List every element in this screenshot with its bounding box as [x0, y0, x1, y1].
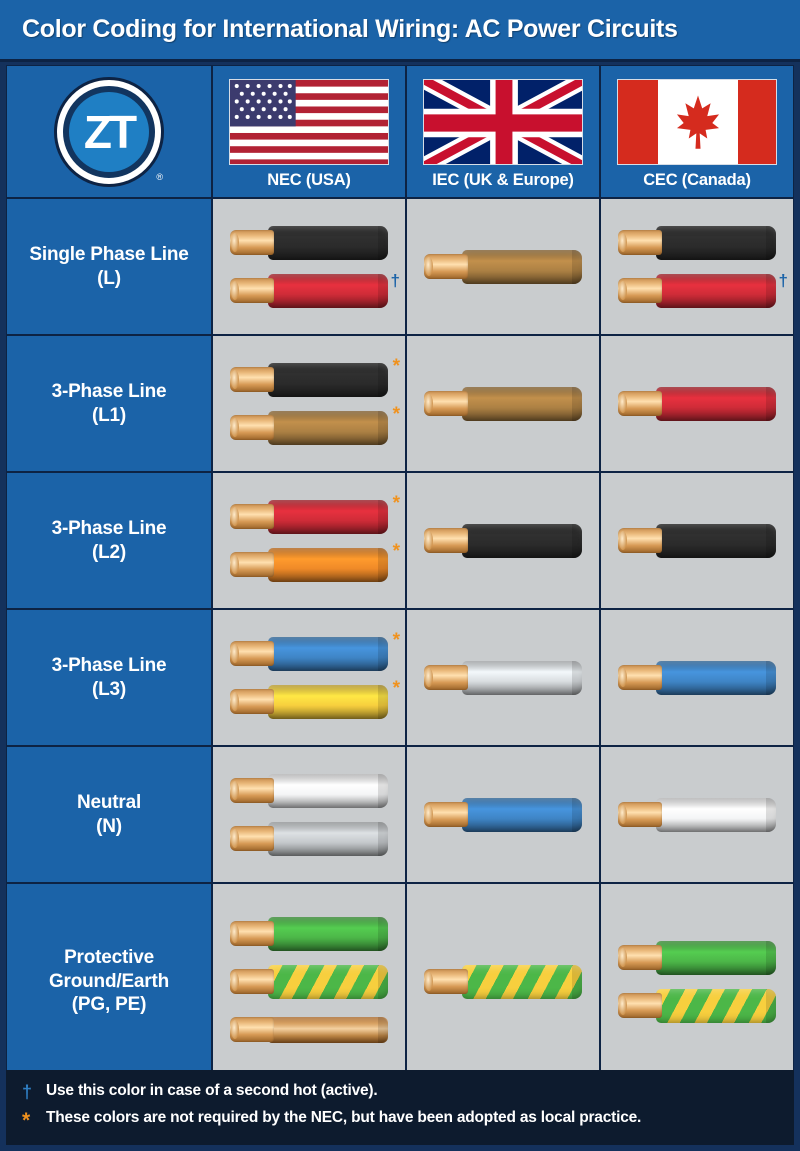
- copper-conductor: [230, 278, 274, 303]
- wire-cell-cec: [600, 335, 794, 472]
- dagger-marker: †: [778, 270, 788, 290]
- wire-black: [618, 524, 776, 558]
- logo-registered-mark: ®: [156, 171, 163, 182]
- table-header-row: [6, 65, 794, 198]
- dagger-marker: †: [390, 270, 400, 290]
- wire-jacket: [462, 798, 582, 832]
- wire-jacket: [268, 965, 388, 999]
- wire-jacket: [462, 387, 582, 421]
- wire-green-yellow-stripe: [230, 965, 388, 999]
- wire-brown: [230, 403, 400, 445]
- zt-logo: [57, 80, 161, 184]
- copper-conductor: [230, 1017, 274, 1042]
- row-label-line: 3-Phase Line: [51, 654, 167, 676]
- wire-jacket: [462, 250, 582, 284]
- wire-red: [618, 270, 788, 308]
- wire-jacket: [656, 798, 776, 832]
- copper-conductor: [230, 921, 274, 946]
- wire-jacket: [656, 387, 776, 421]
- copper-conductor: [230, 504, 274, 529]
- wiring-color-table: [6, 65, 794, 1080]
- wire-green: [618, 941, 776, 975]
- wire-brown: [424, 387, 582, 421]
- wire-cell-iec: [406, 883, 600, 1080]
- row-label-line: Protective: [64, 946, 154, 968]
- column-header-cec: [600, 65, 794, 198]
- copper-conductor: [618, 802, 662, 827]
- wire-cell-nec: [212, 472, 406, 609]
- wire-grey: [230, 822, 388, 856]
- copper-conductor: [230, 826, 274, 851]
- wire-jacket: [268, 822, 388, 856]
- wire-jacket: [462, 524, 582, 558]
- footnote-star-text: These colors are not required by the NEC, but have been adopted as local practice.: [46, 1109, 642, 1126]
- row-label-line: Ground/Earth: [48, 970, 170, 992]
- wire-black: [424, 524, 582, 558]
- wire-cell-iec: [406, 746, 600, 883]
- row-label-line: Neutral: [76, 791, 142, 813]
- row-label: [6, 609, 212, 746]
- row-label-line: 3-Phase Line: [51, 517, 167, 539]
- table-row: [6, 746, 794, 883]
- copper-conductor: [230, 415, 274, 440]
- wire-cell-iec: [406, 335, 600, 472]
- row-label-line: (L): [97, 267, 121, 289]
- wire-cell-cec: [600, 472, 794, 609]
- wire-orange: [230, 540, 400, 582]
- wire-brown: [424, 250, 582, 284]
- wire-jacket: [268, 917, 388, 951]
- row-label-line: 3-Phase Line: [51, 380, 167, 402]
- wire-yellow: [230, 677, 400, 719]
- wire-green-yellow-stripe: [618, 989, 776, 1023]
- wire-blue: [230, 629, 400, 671]
- wire-jacket: [268, 1017, 388, 1043]
- footnote-dagger-text: Use this color in case of a second hot (active).: [46, 1082, 378, 1099]
- copper-conductor: [230, 689, 274, 714]
- wire-blue: [618, 661, 776, 695]
- wire-cell-nec: [212, 198, 406, 335]
- wire-green-yellow-stripe: [424, 965, 582, 999]
- wire-jacket: [268, 637, 388, 671]
- row-label-line: (PG, PE): [71, 994, 147, 1016]
- copper-conductor: [618, 665, 662, 690]
- copper-conductor: [424, 802, 468, 827]
- logo-text: ZT: [83, 105, 135, 158]
- table-row: [6, 335, 794, 472]
- wire-cell-cec: [600, 883, 794, 1080]
- wire-jacket: [656, 226, 776, 260]
- wire-black: [618, 226, 776, 260]
- wire-jacket: [268, 500, 388, 534]
- copper-conductor: [230, 230, 274, 255]
- copper-conductor: [230, 367, 274, 392]
- copper-conductor: [618, 993, 662, 1018]
- copper-conductor: [424, 528, 468, 553]
- table-row: [6, 609, 794, 746]
- wire-cell-iec: [406, 472, 600, 609]
- copper-conductor: [230, 552, 274, 577]
- brand-logo-cell: [6, 65, 212, 198]
- star-marker: *: [392, 677, 400, 699]
- row-label: [6, 746, 212, 883]
- wire-jacket: [656, 661, 776, 695]
- row-label: [6, 198, 212, 335]
- wire-jacket: [462, 965, 582, 999]
- star-marker: *: [392, 629, 400, 651]
- usa-flag: [229, 79, 389, 165]
- table-body: [6, 198, 794, 1080]
- footnote-star: [22, 1109, 780, 1131]
- column-header-iec: [406, 65, 600, 198]
- row-label: [6, 472, 212, 609]
- star-symbol: *: [22, 1109, 31, 1132]
- wire-jacket: [268, 411, 388, 445]
- wire-red: [230, 492, 400, 534]
- wire-cell-nec: [212, 335, 406, 472]
- wire-cell-cec: [600, 198, 794, 335]
- wire-jacket: [656, 274, 776, 308]
- copper-conductor: [424, 665, 468, 690]
- wire-cell-cec: [600, 746, 794, 883]
- row-label-line: (N): [96, 815, 122, 837]
- column-label-cec: CEC (Canada): [643, 171, 751, 189]
- wire-cell-nec: [212, 746, 406, 883]
- wire-cell-cec: [600, 609, 794, 746]
- footnote-dagger: [22, 1082, 780, 1101]
- wire-white: [230, 774, 388, 808]
- column-label-nec: NEC (USA): [267, 171, 351, 189]
- page-title: Color Coding for International Wiring: AC Power Circuits: [22, 15, 678, 43]
- wire-jacket: [656, 989, 776, 1023]
- star-marker: *: [392, 540, 400, 562]
- column-header-nec: [212, 65, 406, 198]
- copper-conductor: [424, 254, 468, 279]
- table-row: [6, 883, 794, 1080]
- wire-jacket: [268, 548, 388, 582]
- wire-white: [618, 798, 776, 832]
- uk-flag: [423, 79, 583, 165]
- row-label-line: (L1): [91, 404, 127, 426]
- column-label-iec: IEC (UK & Europe): [432, 171, 574, 189]
- star-marker: *: [392, 355, 400, 377]
- wire-bare-copper: [230, 1013, 388, 1047]
- wire-blue: [424, 798, 582, 832]
- table-row: [6, 472, 794, 609]
- wire-jacket: [268, 363, 388, 397]
- star-marker: *: [392, 492, 400, 514]
- row-label-line: Single Phase Line: [29, 243, 189, 265]
- wire-jacket: [656, 524, 776, 558]
- row-label-line: (L2): [91, 541, 127, 563]
- copper-conductor: [618, 230, 662, 255]
- wire-jacket: [268, 774, 388, 808]
- copper-conductor: [618, 278, 662, 303]
- wire-green: [230, 917, 388, 951]
- title-bar: [0, 0, 800, 62]
- wire-black: [230, 355, 400, 397]
- row-label-line: (L3): [91, 678, 127, 700]
- star-marker: *: [392, 403, 400, 425]
- copper-conductor: [424, 969, 468, 994]
- wire-cell-iec: [406, 609, 600, 746]
- copper-conductor: [618, 391, 662, 416]
- wire-red: [230, 270, 400, 308]
- table-row: [6, 198, 794, 335]
- copper-conductor: [230, 778, 274, 803]
- wire-jacket: [268, 685, 388, 719]
- wire-jacket: [268, 226, 388, 260]
- row-label: [6, 335, 212, 472]
- wire-cell-iec: [406, 198, 600, 335]
- copper-conductor: [618, 528, 662, 553]
- wire-grey: [424, 661, 582, 695]
- wire-cell-nec: [212, 883, 406, 1080]
- wire-black: [230, 226, 388, 260]
- wire-jacket: [268, 274, 388, 308]
- wire-red: [618, 387, 776, 421]
- canada-flag: [617, 79, 777, 165]
- copper-conductor: [424, 391, 468, 416]
- copper-conductor: [618, 945, 662, 970]
- wire-jacket: [462, 661, 582, 695]
- footnotes: [6, 1070, 794, 1145]
- wire-jacket: [656, 941, 776, 975]
- dagger-symbol: †: [22, 1082, 33, 1102]
- row-label: [6, 883, 212, 1080]
- wire-cell-nec: [212, 609, 406, 746]
- copper-conductor: [230, 969, 274, 994]
- copper-conductor: [230, 641, 274, 666]
